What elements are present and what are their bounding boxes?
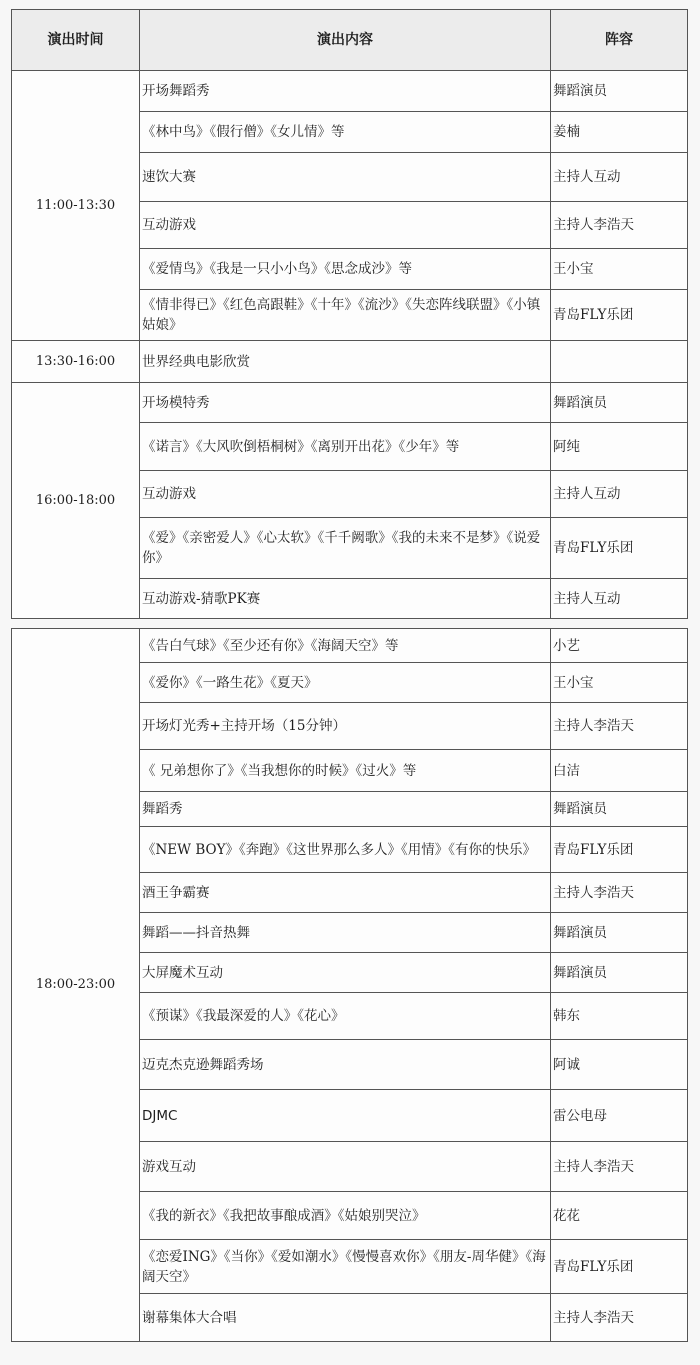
program-cast: 姜楠 [551, 112, 688, 153]
header-row [12, 10, 688, 71]
time-slot: 18:00-23:00 [12, 629, 140, 1342]
program-content: 《爱情鸟》《我是一只小小鸟》《思念成沙》等 [140, 249, 551, 290]
program-cast: 主持人李浩天 [551, 703, 688, 750]
program-content: 舞蹈秀 [140, 792, 551, 827]
program-cast: 青岛FLY乐团 [551, 290, 688, 341]
program-content: 《我的新衣》《我把故事酿成酒》《姑娘别哭泣》 [140, 1192, 551, 1240]
program-cast: 阿纯 [551, 423, 688, 471]
program-cast: 雷公电母 [551, 1090, 688, 1142]
program-cast: 主持人互动 [551, 153, 688, 202]
program-cast: 主持人李浩天 [551, 1142, 688, 1192]
program-cast: 王小宝 [551, 663, 688, 703]
program-content: 《告白气球》《至少还有你》《海阔天空》等 [140, 629, 551, 663]
program-cast: 舞蹈演员 [551, 71, 688, 112]
program-content: 《林中鸟》《假行僧》《女儿情》等 [140, 112, 551, 153]
program-content: 世界经典电影欣赏 [140, 341, 551, 383]
program-content: 酒王争霸赛 [140, 873, 551, 913]
program-cast: 主持人李浩天 [551, 873, 688, 913]
program-content: 《爱》《亲密爱人》《心太软》《千千阙歌》《我的未来不是梦》《说爱你》 [140, 518, 551, 579]
time-slot: 16:00-18:00 [12, 383, 140, 619]
program-cast: 舞蹈演员 [551, 792, 688, 827]
program-content: 《爱你》《一路生花》《夏天》 [140, 663, 551, 703]
table-row [12, 71, 688, 112]
program-content: 《NEW BOY》《奔跑》《这世界那么多人》《用情》《有你的快乐》 [140, 827, 551, 873]
program-cast: 青岛FLY乐团 [551, 827, 688, 873]
table-row [12, 341, 688, 383]
program-content: 《 兄弟想你了》《当我想你的时候》《过火》等 [140, 750, 551, 792]
program-content: 舞蹈——抖音热舞 [140, 913, 551, 953]
program-content: 互动游戏 [140, 471, 551, 518]
program-content: 速饮大赛 [140, 153, 551, 202]
program-content: 《预谋》《我最深爱的人》《花心》 [140, 993, 551, 1040]
program-cast: 青岛FLY乐团 [551, 518, 688, 579]
program-content: 《情非得已》《红色高跟鞋》《十年》《流沙》《失恋阵线联盟》《小镇姑娘》 [140, 290, 551, 341]
program-content: 互动游戏 [140, 202, 551, 249]
header-content: 演出内容 [140, 10, 551, 71]
program-content: 迈克杰克逊舞蹈秀场 [140, 1040, 551, 1090]
program-content: 《诺言》《大风吹倒梧桐树》《离别开出花》《少年》等 [140, 423, 551, 471]
program-cast: 舞蹈演员 [551, 953, 688, 993]
table-row [12, 383, 688, 423]
program-content: 谢幕集体大合唱 [140, 1294, 551, 1342]
program-content: DJMC [140, 1090, 551, 1142]
time-slot: 13:30-16:00 [12, 341, 140, 383]
program-content: 开场灯光秀+主持开场（15分钟） [140, 703, 551, 750]
header-cast: 阵容 [551, 10, 688, 71]
program-cast [551, 341, 688, 383]
table-row [12, 629, 688, 663]
time-slot: 11:00-13:30 [12, 71, 140, 341]
schedule-table-upper [11, 9, 688, 619]
program-cast: 舞蹈演员 [551, 913, 688, 953]
program-cast: 白洁 [551, 750, 688, 792]
program-cast: 花花 [551, 1192, 688, 1240]
program-cast: 青岛FLY乐团 [551, 1240, 688, 1294]
header-time: 演出时间 [12, 10, 140, 71]
program-cast: 韩东 [551, 993, 688, 1040]
program-content: 游戏互动 [140, 1142, 551, 1192]
program-content: 大屏魔术互动 [140, 953, 551, 993]
program-cast: 小艺 [551, 629, 688, 663]
program-cast: 舞蹈演员 [551, 383, 688, 423]
program-cast: 王小宝 [551, 249, 688, 290]
program-cast: 主持人李浩天 [551, 202, 688, 249]
program-content: 《恋爱ING》《当你》《爱如潮水》《慢慢喜欢你》《朋友-周华健》《海阔天空》 [140, 1240, 551, 1294]
program-content: 开场舞蹈秀 [140, 71, 551, 112]
program-content: 互动游戏-猜歌PK赛 [140, 579, 551, 619]
program-cast: 阿诚 [551, 1040, 688, 1090]
program-cast: 主持人李浩天 [551, 1294, 688, 1342]
program-content: 开场模特秀 [140, 383, 551, 423]
program-cast: 主持人互动 [551, 471, 688, 518]
program-cast: 主持人互动 [551, 579, 688, 619]
schedule-table-lower [11, 628, 688, 1342]
